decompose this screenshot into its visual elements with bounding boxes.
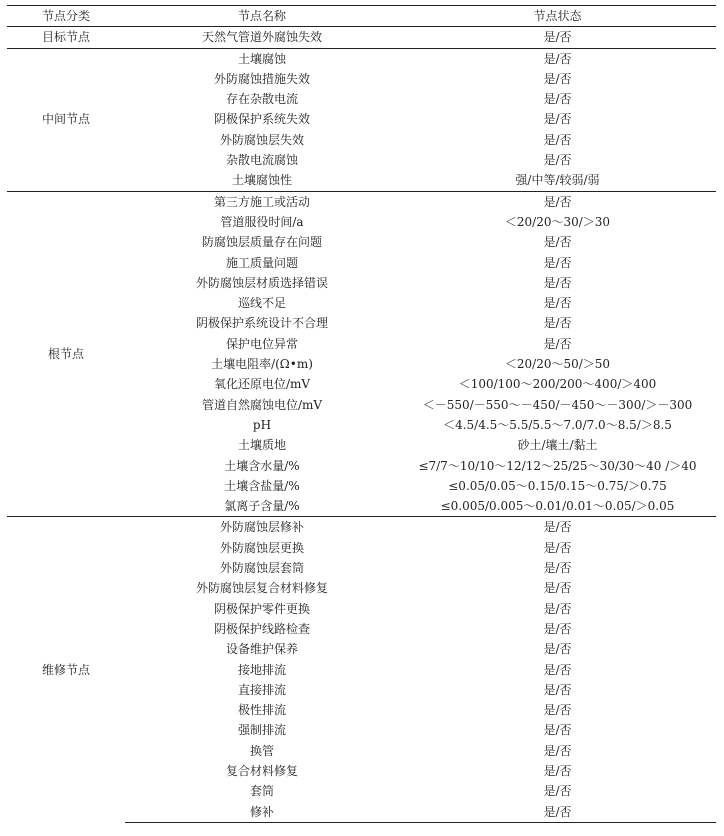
node-state-cell: 是/否	[399, 191, 716, 212]
node-name-cell: 施工质量问题	[225, 255, 298, 270]
node-name-cell: 外防腐蚀层修补	[125, 517, 399, 538]
node-state-cell: 是/否	[543, 723, 572, 738]
node-state-cell: 是/否	[543, 275, 572, 290]
node-name-cell: 极性排流	[237, 703, 286, 718]
node-name-cell: 土壤含水量/%	[224, 458, 300, 473]
node-state-cell: 是/否	[543, 112, 572, 127]
node-name-cell: pH	[252, 417, 272, 432]
node-state-cell: 是/否	[543, 71, 572, 86]
node-table	[7, 5, 716, 823]
node-state-cell: ＜100/100～200/200～400/＞400	[458, 377, 657, 392]
node-name-cell: 外防腐蚀措施失效	[213, 71, 310, 86]
node-state-cell: 是/否	[543, 336, 572, 351]
node-name-cell: 阴极保护零件更换	[213, 601, 310, 616]
node-name-cell: 强制排流	[237, 723, 286, 738]
node-state-cell: 是/否	[543, 703, 572, 718]
node-name-cell: 阴极保护系统设计不合理	[195, 316, 328, 331]
node-state-cell: 是/否	[543, 642, 572, 657]
node-state-cell: 砂土/壤土/黏土	[517, 438, 598, 453]
node-state-cell: 是/否	[399, 517, 716, 538]
node-name-cell: 土壤含盐量/%	[224, 478, 300, 493]
node-name-cell: 第三方施工或活动	[125, 191, 399, 212]
node-state-cell: 是/否	[543, 92, 572, 107]
node-state-cell: 是/否	[543, 255, 572, 270]
node-name-cell: 修补	[125, 802, 399, 823]
node-state-cell: 是/否	[399, 802, 716, 823]
table-body	[7, 27, 716, 823]
node-name-cell: 土壤质地	[237, 438, 286, 453]
table-header	[7, 6, 716, 27]
node-state-cell: ＜4.5/4.5～5.5/5.5～7.0/7.0～8.5/＞8.5	[443, 417, 672, 432]
node-name-cell: 土壤电阻率/(Ω•m)	[211, 357, 313, 372]
node-name-cell: 杂散电流腐蚀	[225, 153, 298, 168]
node-state-cell: 是/否	[543, 763, 572, 778]
header-node-name: 节点名称	[125, 6, 399, 27]
node-state-cell: 强/中等/较弱/弱	[515, 173, 600, 188]
header-category: 节点分类	[7, 6, 125, 27]
node-name-cell: 防腐蚀层质量存在问题	[201, 235, 322, 250]
node-state-cell: 是/否	[543, 682, 572, 697]
node-name-cell: 存在杂散电流	[225, 92, 298, 107]
category-cell: 中间节点	[7, 48, 125, 191]
node-state-cell: 是/否	[399, 48, 716, 69]
node-state-cell: ＜20/20～50/＞50	[504, 357, 611, 372]
node-name-cell: 管道自然腐蚀电位/mV	[201, 397, 323, 412]
category-cell: 目标节点	[7, 27, 125, 48]
category-cell: 维修节点	[7, 517, 125, 822]
table-row	[7, 48, 716, 69]
node-state-cell: 是/否	[543, 540, 572, 555]
node-state-cell: 是/否	[543, 235, 572, 250]
node-state-cell: ≤0.005/0.005～0.01/0.01～0.05/＞0.05	[440, 499, 675, 514]
node-name-cell: 阴极保护线路检查	[213, 621, 310, 636]
node-state-cell: ＜－550/－550～－450/－450～－300/＞－300	[422, 397, 693, 412]
node-name-cell: 土壤腐蚀性	[231, 173, 292, 188]
node-name-cell: 管道服役时间/a	[220, 214, 304, 229]
node-state-cell: 是/否	[543, 621, 572, 636]
node-state-cell: 是/否	[543, 132, 572, 147]
node-name-cell: 接地排流	[237, 662, 286, 677]
node-state-cell: 是/否	[543, 316, 572, 331]
node-name-cell: 土壤腐蚀	[125, 48, 399, 69]
node-name-cell: 外防腐蚀层更换	[219, 540, 304, 555]
node-state-cell: 是/否	[543, 601, 572, 616]
node-name-cell: 设备维护保养	[225, 642, 298, 657]
node-state-cell: ≤7/7～10/10～12/12～25/25～30/30～40 /＞40	[418, 458, 697, 473]
table-row	[7, 27, 716, 48]
category-cell: 根节点	[7, 191, 125, 517]
node-name-cell: 巡线不足	[237, 296, 286, 311]
header-node-state: 节点状态	[399, 6, 716, 27]
node-name-cell: 保护电位异常	[225, 336, 298, 351]
node-state-cell: 是/否	[543, 662, 572, 677]
table-row	[7, 191, 716, 212]
header-row	[7, 6, 716, 27]
node-state-cell: 是/否	[543, 743, 572, 758]
node-name-cell: 套筒	[249, 784, 274, 799]
node-name-cell: 直接排流	[237, 682, 286, 697]
node-name-cell: 外防腐蚀层复合材料修复	[195, 581, 328, 596]
node-state-cell: 是/否	[399, 27, 716, 48]
node-name-cell: 氧化还原电位/mV	[213, 377, 311, 392]
node-name-cell: 复合材料修复	[225, 763, 298, 778]
node-name-cell: 外防腐蚀层套筒	[219, 561, 304, 576]
node-name-cell: 天然气管道外腐蚀失效	[125, 27, 399, 48]
node-name-cell: 外防腐蚀层失效	[219, 132, 304, 147]
node-state-cell: 是/否	[543, 296, 572, 311]
node-state-cell: 是/否	[543, 784, 572, 799]
node-name-cell: 换管	[249, 743, 274, 758]
node-name-cell: 阴极保护系统失效	[213, 112, 310, 127]
node-state-cell: ≤0.05/0.05～0.15/0.15～0.75/＞0.75	[448, 478, 667, 493]
node-name-cell: 外防腐蚀层材质选择错误	[195, 275, 328, 290]
node-state-cell: ＜20/20～30/＞30	[504, 214, 611, 229]
node-name-cell: 氯离子含量/%	[224, 499, 300, 514]
node-state-cell: 是/否	[543, 153, 572, 168]
table-row	[7, 517, 716, 538]
node-state-cell: 是/否	[543, 561, 572, 576]
node-state-cell: 是/否	[543, 581, 572, 596]
